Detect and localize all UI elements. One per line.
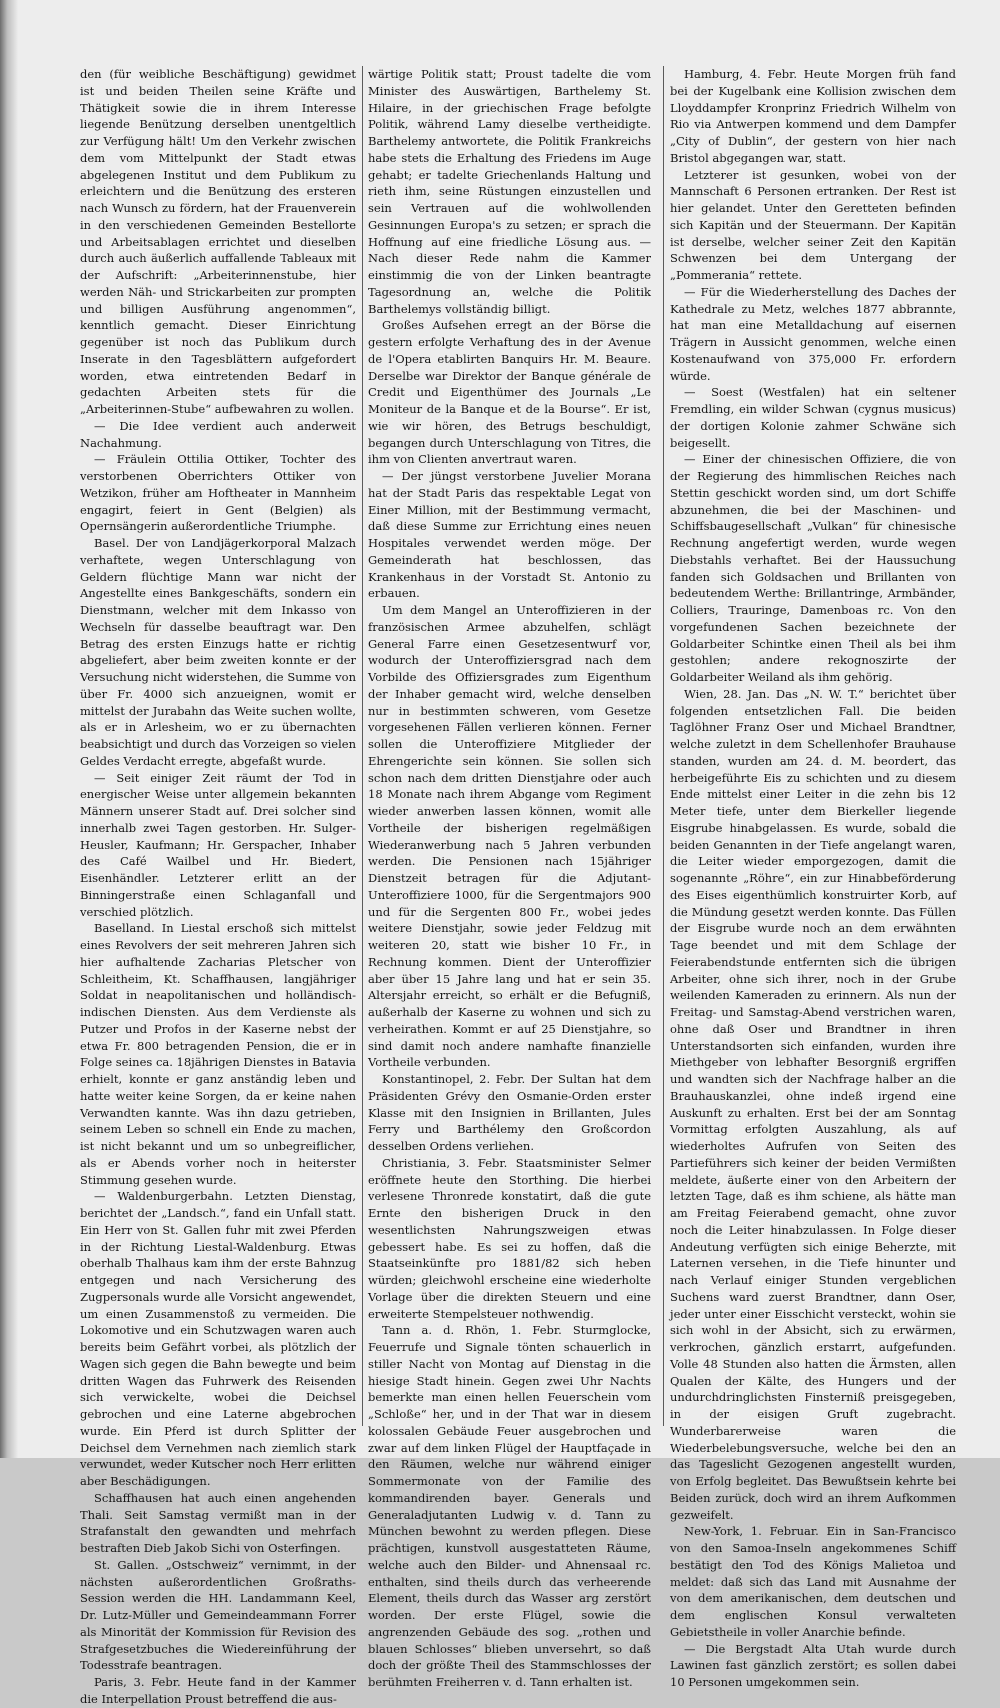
paragraph: den (für weibliche Beschäftigung) gewidmet ist und beiden Theilen seine Kräfte und Thätigkeit sowie die in ihrem Interesse liegende Benützung derselben unentgeltlich zur Verfügung hält! Um den Verkehr zwischen dem vom Mittelpunkt der Stadt etwas abgelegenen Institut und dem Publikum zu erleichtern und die Benützung des ersteren nach Wunsch zu fördern, hat der Frauenverein in den verschiedenen Gemeinden Bestellorte und Arbeitsablagen errichtet und dieselben durch auch äußerlich auffallende Tableaux mit der Aufschrift: „Arbeiterinnenstube, hier werden Näh- und Strickarbeiten zur prompten und billigen Ausführung angenommen“, kenntlich gemacht. Dieser Einrichtung gegenüber ist noch das Publikum durch Inserate in den Tagesblättern aufgefordert worden, etwa eintretenden Bedarf in gedachten Arbeiten stets für die „Arbeiterinnen-Stube“ aufbewahren zu wollen. (80, 67, 356, 416)
paragraph: Schaffhausen hat auch einen angehenden Thali. Seit Samstag vermißt man in der Strafanstalt den gewandten und mehrfach bestraften Dieb Jakob Sichi von Osterfingen. (80, 1490, 356, 1555)
paragraph: Wien, 28. Jan. Das „N. W. T.“ berichtet über folgenden entsetzlichen Fall. Die beiden Taglöhner Franz Oser und Michael Brandtner, welche zuletzt in dem Schellenhofer Brauhause standen, wurden am 24. d. M. beordert, das herbeigeführte Eis zu schichten und zu diesem Ende mittelst einer Leiter in die zehn bis 12 Meter tiefe, unter dem Bierkeller liegende Eisgrube hinabgelassen. Es wurde, sobald die beiden Genannten in der Tiefe angelangt waren, die Leiter wieder emporgezogen, damit die sogenannte „Röhre“, ein zur Hinabbeförderung des Eises eigenthümlich konstruirter Korb, auf die Mündung gesetzt werden konnte. Das Füllen der Eisgrube wurde noch an dem erwähnten Tage beendet und mit dem Schlage der Feierabendstunde entfernten sich die übrigen Arbeiter, ohne sich ihrer, noch in der Grube weilenden Kameraden zu erinnern. Als nun der Freitag- und Samstag-Abend verstrichen waren, ohne daß Oser und Brandtner in ihren Unterstandsorten sich einfanden, wurden ihre Miethgeber von lebhafter Besorgniß ergriffen und wandten sich der Nachfrage halber an die Brauhauskanzlei, ohne indeß irgend eine Auskunft zu erhalten. Erst bei der am Sonntag Vormittag erfolgten Auszahlung, als auf wiederholtes Aufrufen von Seiten des Partieführers sich keiner der beiden Vermißten meldete, äußerte einer von den Arbeitern der letzten Tage, daß es ihm schiene, als hätte man am Freitag Feierabend gemacht, ohne zuvor noch die Leiter hinabzulassen. In Folge dieser Andeutung verfügten sich einige Beherzte, mit Laternen versehen, in die Tiefe hinunter und nach Verlauf einiger Stunden vergeblichen Suchens ward zuerst Brandtner, dann Oser, jeder unter einer Eisschicht versteckt, wohin sie sich wohl in der Absicht, sich zu erwärmen, verkrochen, gänzlich erstarrt, aufgefunden. Volle 48 Stunden also hatten die Ärmsten, allen Qualen der Kälte, des Hungers und der undurchdringlichsten Finsterniß preisgegeben, in der eisigen Gruft zugebracht. Wunderbarerweise waren die Wiederbelebungsversuche, welche bei den an das Tageslicht Gezogenen angestellt wurden, von Erfolg begleitet. Das Bewußtsein kehrte bei Beiden zurück, doch wird an ihrem Aufkommen gezweifelt. (670, 686, 956, 1522)
paragraph: — Die Bergstadt Alta Utah wurde durch Lawinen fast gänzlich zerstört; es sollen dabei 10 Personen umgekommen sein. (670, 1641, 956, 1689)
paragraph: — Seit einiger Zeit räumt der Tod in energischer Weise unter allgemein bekannten Männern unserer Stadt auf. Drei solcher sind innerhalb zwei Tagen gestorben. Hr. Sulger-Heusler, Kaufmann; Hr. Gerspacher, Inhaber des Café Wailbel und Hr. Biedert, Eisenhändler. Letzterer erlitt an der Binningerstraße einen Schlaganfall und verschied plötzlich. (80, 770, 356, 919)
paragraph: — Waldenburgerbahn. Letzten Dienstag, berichtet der „Landsch.“, fand ein Unfall statt. Ein Herr von St. Gallen fuhr mit zwei Pferden in der Richtung Liestal-Waldenburg. Etwas oberhalb Thalhaus kam ihm der erste Bahnzug entgegen und nach Versicherung des Zugpersonals wurde alle Vorsicht angewendet, um einen Zusammenstoß zu vermeiden. Die Lokomotive und ein Schutzwagen waren auch bereits beim Gefährt vorbei, als plötzlich der Wagen sich gegen die Bahn bewegte und beim dritten Wagen das Fuhrwerk des Reisenden sich verwickelte, wobei die Deichsel gebrochen und eine Laterne abgebrochen wurde. Ein Pferd ist durch Splitter der Deichsel dem Vernehmen nach ziemlich stark verwundet, weder Kutscher noch Herr erlitten aber Beschädigungen. (80, 1189, 356, 1488)
paragraph: New-York, 1. Februar. Ein in San-Francisco von den Samoa-Inseln angekommenes Schiff bestätigt den Tod des Königs Malietoa und meldet: daß sich das Land mit Ausnahme der von dem amerikanischen, dem deutschen und dem englischen Konsul verwalteten Gebietstheile in voller Anarchie befinde. (670, 1524, 956, 1639)
column-left (80, 66, 356, 1706)
column-divider (663, 66, 664, 1426)
paragraph: wärtige Politik statt; Proust tadelte die vom Minister des Auswärtigen, Barthelemy St. Hilaire, in der griechischen Frage befolgte Politik, während Lamy dieselbe vertheidigte. Barthelemy antwortete, die Politik Frankreichs habe stets die Erhaltung des Friedens im Auge gehabt; er tadelte Griechenlands Haltung und rieth ihm, seine Rüstungen einzustellen und sein Vertrauen auf die wohlwollenden Gesinnungen Europa's zu setzen; er sprach die Hoffnung auf eine friedliche Lösung aus. — Nach dieser Rede nahm die Kammer einstimmig die von der Linken beantragte Tagesordnung an, welche die Politik Barthelemys vollständig billigt. (368, 67, 651, 316)
paragraph: Tann a. d. Rhön, 1. Febr. Sturmglocke, Feuerrufe und Signale tönten schauerlich in stiller Nacht von Montag auf Dienstag in die hiesige Stadt hinein. Gegen zwei Uhr Nachts bemerkte man einen hellen Feuerschein vom „Schloße“ her, und in der That war in diesem kolossalen Gebäude Feuer ausgebrochen und zwar auf dem linken Flügel der Hauptfaçade in den Räumen, welche nur während einiger Sommermonate von der Familie des kommandirenden bayer. Generals und Generaladjutanten Ludwig v. d. Tann zu München bewohnt zu werden pflegen. Diese prächtigen, kunstvoll ausgestatteten Räume, welche auch den Bilder- und Ahnensaal rc. enthalten, sind theils durch das verheerende Element, theils durch das Wasser arg zerstört worden. Der erste Flügel, sowie die angrenzenden Gebäude des sog. „rothen und blauen Schlosses“ blieben unversehrt, so daß doch der größte Theil des Stammschlosses der berühmten Freiherren v. d. Tann erhalten ist. (368, 1323, 651, 1689)
paragraph: — Einer der chinesischen Offiziere, die von der Regierung des himmlischen Reiches nach Stettin geschickt worden sind, um dort Schiffe abzunehmen, die bei der Maschinen- und Schiffsbaugesellschaft „Vulkan“ für chinesische Rechnung angefertigt werden, wurde wegen Diebstahls verhaftet. Bei der Haussuchung fanden sich Goldsachen und Brillanten von bedeutendem Werthe: Brillantringe, Armbänder, Colliers, Trauringe, Damenboas rc. Von den vorgefundenen Sachen bezeichnete der Goldarbeiter Schintke einen Theil als bei ihm gestohlen; andere rekognoszirte der Goldarbeiter Weiland als ihm gehörig. (670, 452, 956, 684)
paragraph: Paris, 3. Febr. Heute fand in der Kammer die Interpellation Proust betreffend die aus- (80, 1675, 356, 1706)
column-right (670, 66, 956, 1689)
paragraph: Basel. Der von Landjägerkorporal Malzach verhaftete, wegen Unterschlagung von Geldern flüchtige Mann war nicht der Angestellte eines Bankgeschäfts, sondern ein Dienstmann, welcher mit dem Inkasso von Wechseln für dasselbe beauftragt war. Den Betrag des ersten Einzugs hatte er richtig abgeliefert, aber beim zweiten konnte er der Versuchung nicht widerstehen, die Summe von über Fr. 4000 sich anzueignen, womit er mittelst der Jurabahn das Weite suchen wollte, als er in Arlesheim, wo er zu übernachten beabsichtigt und durch das Vorzeigen so vielen Geldes Verdacht erregte, abgefaßt wurde. (80, 536, 356, 768)
paragraph: — Fräulein Ottilia Ottiker, Tochter des verstorbenen Oberrichters Ottiker von Wetzikon, früher am Hoftheater in Mannheim engagirt, feiert in Gent (Belgien) als Opernsängerin außerordentliche Triumphe. (80, 452, 356, 534)
paragraph: Letzterer ist gesunken, wobei von der Mannschaft 6 Personen ertranken. Der Rest ist hier gelandet. Unter den Geretteten befinden sich Kapitän und der Steuermann. Der Kapitän ist derselbe, welcher seiner Zeit den Kapitän Schwenzen bei dem Untergang der „Pommerania“ rettete. (670, 167, 956, 282)
column-divider (362, 66, 363, 1426)
paragraph: St. Gallen. „Ostschweiz“ vernimmt, in der nächsten außerordentlichen Großraths-Session werden die HH. Landammann Keel, Dr. Lutz-Müller und Gemeindeammann Forrer als Minorität der Kommission für Revision des Strafgesetzbuches die Wiedereinführung der Todesstrafe beantragen. (80, 1557, 356, 1673)
paragraph: Christiania, 3. Febr. Staatsminister Selmer eröffnete heute den Storthing. Die hierbei verlesene Thronrede konstatirt, daß die gute Ernte den bisherigen Druck in den wesentlichsten Nahrungszweigen etwas gebessert habe. Es sei zu hoffen, daß die Staatseinkünfte pro 1881/82 sich heben würden; gleichwohl erscheine eine wiederholte Vorlage über die direkten Steuern und eine erweiterte Stempelsteuer nothwendig. (368, 1155, 651, 1321)
paragraph: — Der jüngst verstorbene Juvelier Morana hat der Stadt Paris das respektable Legat von Einer Million, mit der Bestimmung vermacht, daß diese Summe zur Errichtung eines neuen Hospitales verwendet werden möge. Der Gemeinderath hat beschlossen, das Krankenhaus in der Vorstadt St. Antonio zu erbauen. (368, 469, 651, 601)
paragraph: — Die Idee verdient auch anderweit Nachahmung. (80, 418, 356, 450)
paragraph: — Soest (Westfalen) hat ein seltener Fremdling, ein wilder Schwan (cygnus musicus) der dortigen Kolonie zahmer Schwäne sich beigesellt. (670, 385, 956, 450)
paragraph: Konstantinopel, 2. Febr. Der Sultan hat dem Präsidenten Grévy den Osmanie-Orden erster Klasse mit den Insignien in Brillanten, Jules Ferry und Barthélemy den Großcordon desselben Ordens verliehen. (368, 1072, 651, 1153)
paragraph: Baselland. In Liestal erschoß sich mittelst eines Revolvers der seit mehreren Jahren sich hier aufhaltende Zacharias Pletscher von Schleitheim, Kt. Schaffhausen, langjähriger Soldat in neapolitanischen und holländisch-indischen Diensten. Aus dem Verdienste als Putzer und Profos in der Kaserne nebst der etwa Fr. 800 betragenden Pension, die er in Folge seines ca. 18jährigen Dienstes in Batavia erhielt, konnte er ganz anständig leben und hatte weiter keine Sorgen, da er keine nahen Verwandten kannte. Was ihn dazu getrieben, seinem Leben so schnell ein Ende zu machen, ist nicht bekannt und um so unbegreiflicher, als er Abends vorher noch in heiterster Stimmung gesehen wurde. (80, 921, 356, 1187)
paragraph: — Für die Wiederherstellung des Daches der Kathedrale zu Metz, welches 1877 abbrannte, hat man eine Metalldachung auf eisernen Trägern in Aussicht genommen, welche einen Kostenaufwand von 375,000 Fr. erfordern würde. (670, 284, 956, 383)
paragraph: Großes Aufsehen erregt an der Börse die gestern erfolgte Verhaftung des in der Avenue de l'Opera etablirten Banquirs Hr. M. Beaure. Derselbe war Direktor der Banque générale de Credit und Eigenthümer des Journals „Le Moniteur de la Banque et de la Bourse“. Er ist, wie wir hören, des Betrugs beschuldigt, begangen durch Unterschlagung von Titres, die ihm von Clienten anvertraut waren. (368, 318, 651, 467)
paragraph: Hamburg, 4. Febr. Heute Morgen früh fand bei der Kugelbank eine Kollision zwischen dem Lloyddampfer Kronprinz Friedrich Wilhelm von Rio via Antwerpen kommend und dem Dampfer „City of Dublin“, der gestern von hier nach Bristol abgegangen war, statt. (670, 67, 956, 165)
column-middle (368, 66, 651, 1689)
paragraph: Um dem Mangel an Unteroffizieren in der französischen Armee abzuhelfen, schlägt General Farre einen Gesetzesentwurf vor, wodurch der Unteroffiziersgrad nach dem Vorbilde des Offiziersgrades zum Eigenthum der Inhaber gemacht wird, welche denselben nur in bestimmten schweren, vom Gesetze vorgesehenen Fällen verlieren können. Ferner sollen die Unteroffiziere Mitglieder der Ehrengerichte sein können. Sie sollen sich schon nach dem dritten Dienstjahre oder auch 18 Monate nach ihrem Abgange vom Regiment wieder anwerben lassen können, womit alle Vortheile der bisherigen regelmäßigen Wiederanwerbung nach 5 Jahren verbunden werden. Die Pensionen nach 15jähriger Dienstzeit betragen für die Adjutant-Unteroffiziere 1000, für die Sergentmajors 900 und für die Sergenten 800 Fr., wobei jedes weitere Dienstjahr, sowie jeder Feldzug mit weiteren 20, statt wie bisher 10 Fr., in Rechnung kommen. Dient der Unteroffizier aber über 15 Jahre lang und hat er sein 35. Altersjahr erreicht, so erhält er die Befugniß, außerhalb der Kaserne zu wohnen und sich zu verheirathen. Kommt er auf 25 Dienstjahre, so sind damit noch andere namhafte finanzielle Vortheile verbunden. (368, 603, 651, 1070)
